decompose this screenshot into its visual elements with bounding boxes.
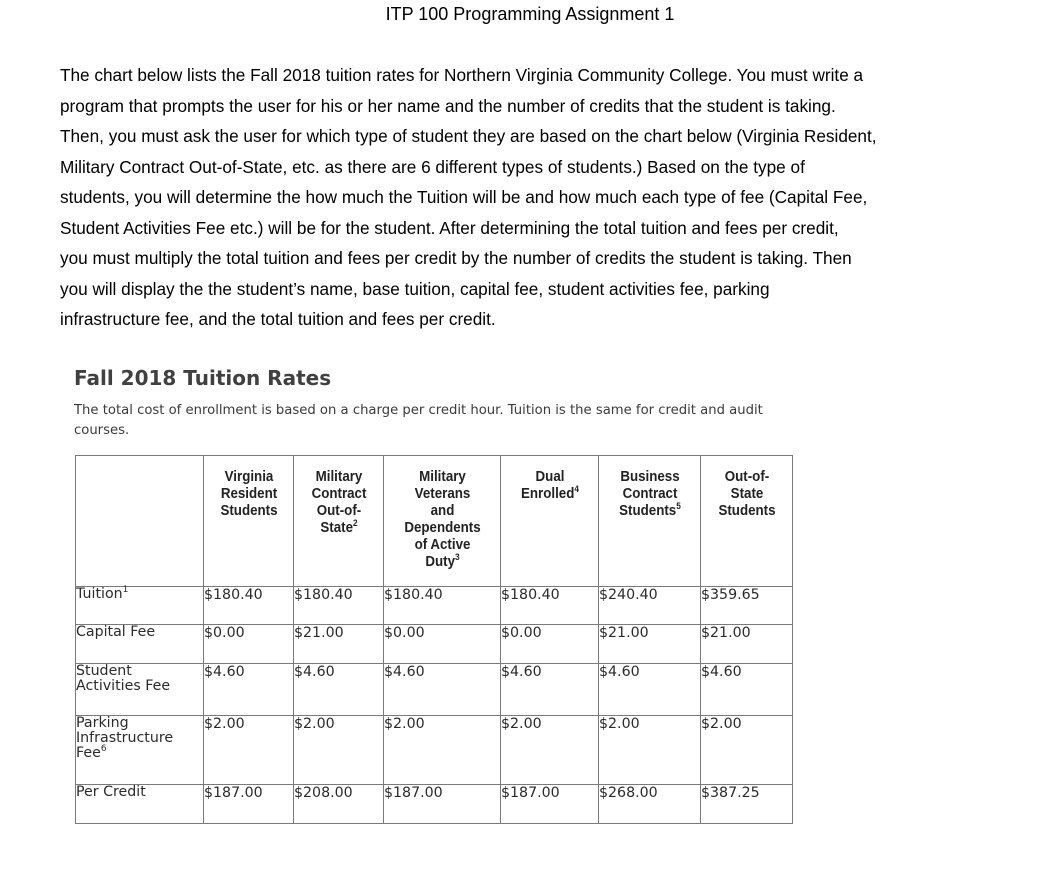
tuition-rates-heading: Fall 2018 Tuition Rates — [74, 366, 332, 390]
footnote-marker: 6 — [100, 744, 107, 754]
document-title: ITP 100 Programming Assignment 1 — [385, 4, 675, 24]
paragraph-line: infrastructure fee, and the total tuition and fees per credit. — [60, 309, 496, 329]
table-cell: $4.60 — [501, 664, 599, 716]
table-cell: $0.00 — [384, 625, 501, 664]
table-cell: $208.00 — [294, 785, 384, 824]
paragraph-line: you will display the the student’s name, base tuition, capital fee, student activities fee, parking — [60, 278, 770, 299]
row-label: Capital Fee — [76, 625, 204, 664]
paragraph-line: students, you will determine the how much the Tuition will be and how much each type of fee (Capital Fee, — [60, 187, 868, 207]
row-label: Parking Infrastructure Fee$^6$ — [76, 716, 204, 785]
table-cell: $2.00 — [701, 716, 793, 785]
table-cell: $21.00 — [294, 625, 384, 664]
table-cell: $4.60 — [384, 664, 501, 716]
table-cell: $180.40 — [294, 587, 384, 625]
footnote-marker: 3 — [454, 552, 460, 562]
column-header: Business Contract Students$^5$ — [603, 456, 697, 587]
column-header: Virginia Resident Students — [207, 456, 290, 587]
column-header: Military Veterans and Dependents of Active Duty$^3$ — [388, 456, 496, 587]
table-cell: $180.40 — [501, 587, 599, 625]
paragraph-line: program that prompts the user for his or her name and the number of credits that the student is taking. — [60, 95, 836, 116]
table-cell: $4.60 — [599, 664, 701, 716]
table-cell: $0.00 — [204, 625, 294, 664]
table-cell: $4.60 — [204, 664, 294, 716]
paragraph-line: you must multiply the total tuition and fees per credit by the number of credits the student is taking. Then — [60, 248, 852, 268]
table-cell: $2.00 — [599, 716, 701, 785]
table-cell: $268.00 — [599, 785, 701, 824]
table-cell: $21.00 — [599, 625, 701, 664]
table-cell: $4.60 — [294, 664, 384, 716]
table-cell: $187.00 — [384, 785, 501, 824]
table-row — [76, 716, 793, 785]
tuition-rates-table — [75, 455, 793, 824]
table-cell: $187.00 — [204, 785, 294, 824]
table-header-row — [76, 456, 793, 587]
table-row — [76, 587, 793, 625]
row-label: Tuition$^1$ — [76, 587, 204, 625]
table-cell: $180.40 — [204, 587, 294, 625]
assignment-description — [60, 60, 1020, 335]
footnote-marker: 5 — [675, 501, 681, 511]
table-cell: $2.00 — [204, 716, 294, 785]
footnote-marker: 2 — [352, 518, 358, 528]
paragraph-line: Then, you must ask the user for which type of student they are based on the chart below (Virginia Resident, — [60, 126, 877, 146]
table-cell: $0.00 — [501, 625, 599, 664]
table-cell: $387.25 — [701, 785, 793, 824]
table-cell: $180.40 — [384, 587, 501, 625]
row-label: Per Credit — [76, 785, 204, 824]
table-row — [76, 785, 793, 824]
row-label: Student Activities Fee — [76, 664, 204, 716]
tuition-rates-subtext: The total cost of enrollment is based on a charge per credit hour. Tuition is the same for credit and audit courses. — [74, 403, 763, 438]
table-corner-cell — [81, 456, 199, 587]
paragraph-line: Student Activities Fee etc.) will be for the student. After determining the total tuition and fees per credit, — [60, 217, 839, 238]
table-cell: $2.00 — [501, 716, 599, 785]
table-cell: $359.65 — [701, 587, 793, 625]
footnote-marker: 4 — [573, 484, 579, 494]
table-cell: $187.00 — [501, 785, 599, 824]
column-header: Military Contract Out-of- State$^2$ — [297, 456, 380, 587]
paragraph-line: The chart below lists the Fall 2018 tuition rates for Northern Virginia Community College. You must write a — [60, 65, 864, 85]
table-row — [76, 625, 793, 664]
table-cell: $21.00 — [701, 625, 793, 664]
table-cell: $240.40 — [599, 587, 701, 625]
table-row — [76, 664, 793, 716]
column-header: Out-of- State Students — [704, 456, 789, 587]
table-cell: $2.00 — [294, 716, 384, 785]
table-cell: $4.60 — [701, 664, 793, 716]
column-header: Dual Enrolled$^4$ — [504, 456, 594, 587]
footnote-marker: 1 — [122, 585, 129, 595]
paragraph-line: Military Contract Out-of-State, etc. as there are 6 different types of students.) Based on the type of — [60, 156, 805, 177]
table-cell: $2.00 — [384, 716, 501, 785]
